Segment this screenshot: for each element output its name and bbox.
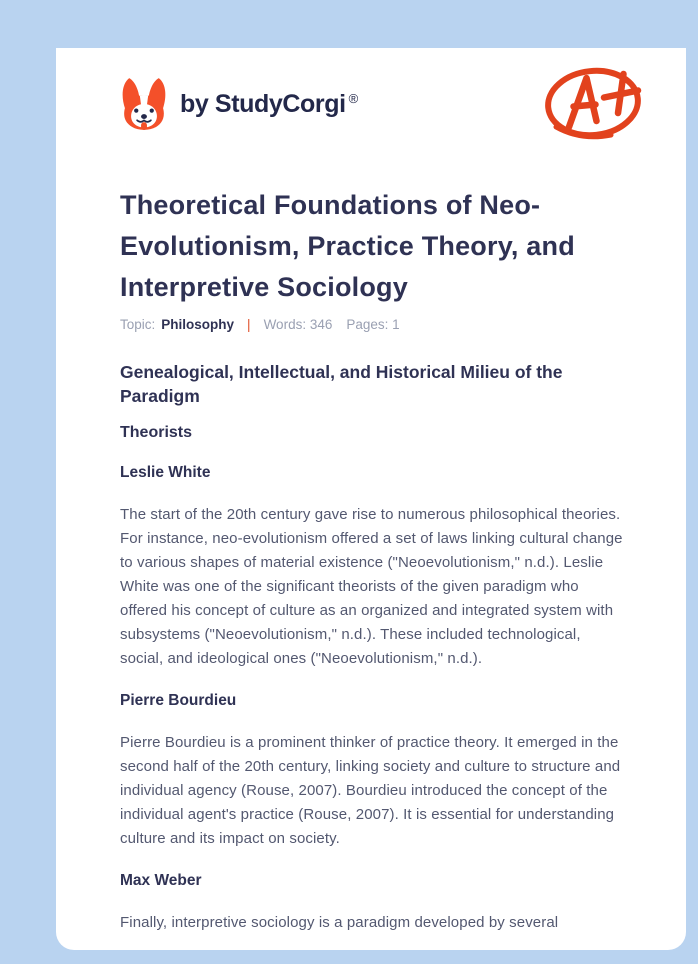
words-count: Words: 346	[263, 317, 333, 332]
page-title: Theoretical Foundations of Neo-Evolutionism, Practice Theory, and Interpretive Sociology	[120, 190, 575, 302]
article-meta	[120, 317, 628, 332]
header	[120, 64, 643, 144]
article-body	[120, 360, 628, 935]
a-plus-circled-icon	[543, 64, 643, 144]
brand-link[interactable]	[120, 76, 358, 132]
pages-count: Pages: 1	[346, 317, 400, 332]
paragraph-pierre-bourdieu: Pierre Bourdieu is a prominent thinker of practice theory. It emerged in the second half of the 20th century, linking society and culture to structure and individual agency (Rouse, 2007). Bourdieu introduced the concept of the individual agent's practice (Rouse, 2007). It is essential for understanding culture and its impact on society.	[120, 734, 621, 847]
brand-wordmark: by StudyCorgi ®	[180, 89, 358, 118]
subsection-heading-theorists: Theorists	[120, 424, 193, 441]
heading-leslie-white: Leslie White	[120, 464, 211, 481]
paragraph-leslie-white: The start of the 20th century gave rise to numerous philosophical theories. For instance, neo-evolutionism offered a set of laws linking cultural change to various shapes of material existence ("Neoevolutionism," n.d.). Leslie White was one of the significant theorists of the given paradigm who offered his concept of culture as an organized and integrated system with subsystems ("Neoevolutionism," n.d.). These included technological, social, and ideological ones ("Neoevolutionism," n.d.).	[120, 506, 623, 667]
topic-label: Topic:	[120, 317, 156, 332]
heading-pierre-bourdieu: Pierre Bourdieu	[120, 692, 237, 709]
meta-divider: |	[247, 317, 251, 332]
paragraph-max-weber: Finally, interpretive sociology is a paradigm developed by several	[120, 914, 559, 931]
registered-mark: ®	[348, 90, 358, 106]
document-preview-card	[56, 48, 686, 950]
section-heading-milieu: Genealogical, Intellectual, and Historical Milieu of the Paradigm	[120, 362, 563, 406]
corgi-face-icon	[120, 76, 168, 132]
heading-max-weber: Max Weber	[120, 872, 202, 889]
topic-link[interactable]: Philosophy	[161, 317, 235, 332]
